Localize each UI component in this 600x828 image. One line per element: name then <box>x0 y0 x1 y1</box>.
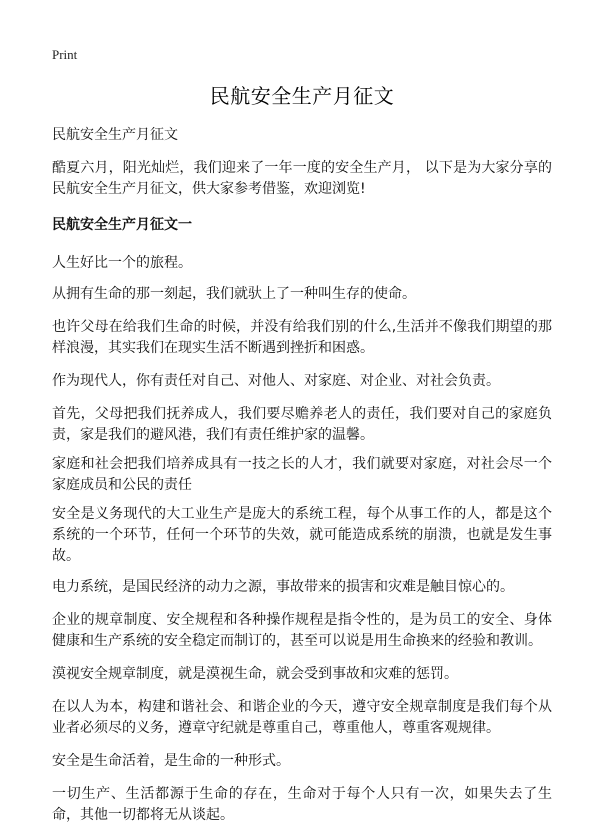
body-paragraph: 一切生产、生活都源于生命的存在，生命对于每个人只有一次，如果失去了生命，其他一切都将无从谈起。 <box>52 786 552 823</box>
section-heading: 民航安全生产月征文一 <box>52 217 192 233</box>
print-link[interactable]: Print <box>52 47 78 62</box>
body-paragraph: 人生好比一个的旅程。 <box>52 255 192 271</box>
body-paragraph: 安全是生命活着，是生命的一种形式。 <box>52 753 290 769</box>
body-paragraph: 在以人为本，构建和谐社会、和谐企业的今天，遵守安全规章制度是我们每个从业者必须尽的义务，遵章守纪就是尊重自己，尊重他人，尊重客观规律。 <box>52 699 552 736</box>
body-paragraph: 安全是义务现代的大工业生产是庞大的系统工程，每个从事工作的人，都是这个系统的一个环节，任何一个环节的失效，就可能造成系统的崩溃，也就是发生事故。 <box>52 506 552 564</box>
body-paragraph: 电力系统，是国民经济的动力之源，事故带来的损害和灾难是触目惊心的。 <box>52 579 514 595</box>
page-title: 民航安全生产月征文 <box>209 84 395 108</box>
body-paragraph: 首先，父母把我们抚养成人，我们要尽赡养老人的责任，我们要对自己的家庭负责，家是我们的避风港，我们有责任维护家的温馨。 <box>52 406 552 443</box>
body-paragraph: 家庭和社会把我们培养成具有一技之长的人才，我们就要对家庭，对社会尽一个家庭成员和公民的责任 <box>52 456 552 493</box>
intro-paragraph: 酷夏六月，阳光灿烂，我们迎来了一年一度的安全生产月， 以下是为大家分享的民航安全生产月征文，供大家参考借鉴，欢迎浏览! <box>52 160 552 197</box>
body-paragraph: 企业的规章制度、安全规程和各种操作规程是指令性的，是为员工的安全、身体健康和生产系统的安全稳定而制订的，甚至可以说是用生命换来的经验和教训。 <box>52 612 552 649</box>
body-paragraph: 从拥有生命的那一刻起，我们就驮上了一种叫生存的使命。 <box>52 286 416 302</box>
body-paragraph: 漠视安全规章制度，就是漠视生命，就会受到事故和灾难的惩罚。 <box>52 666 458 682</box>
body-paragraph: 作为现代人，你有责任对自己、对他人、对家庭、对企业、对社会负责。 <box>52 373 500 389</box>
body-paragraph: 也许父母在给我们生命的时候，并没有给我们别的什么,生活并不像我们期望的那样浪漫，其实我们在现实生活不断遇到挫折和困惑。 <box>52 319 552 356</box>
subtitle: 民航安全生产月征文 <box>52 127 178 143</box>
